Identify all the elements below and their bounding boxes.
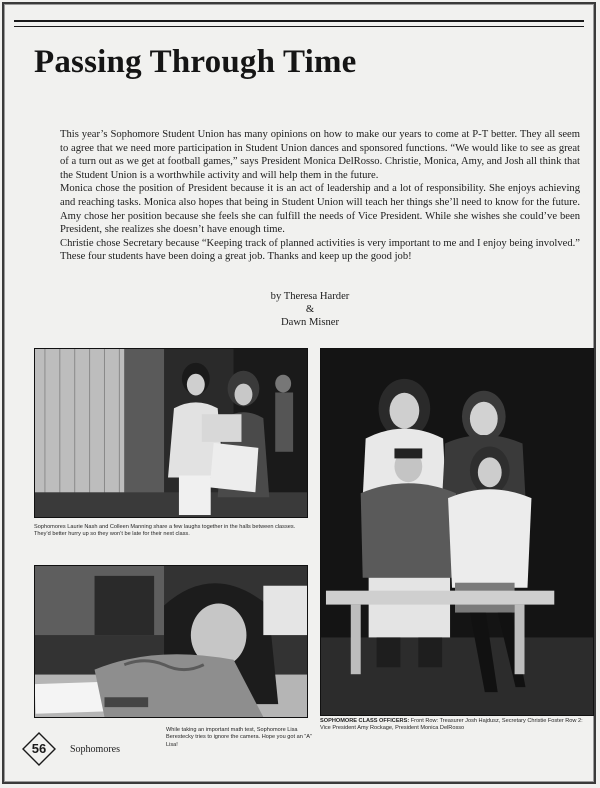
hallway-photo: [34, 348, 308, 518]
section-label: Sophomores: [70, 744, 120, 755]
class-officers-caption-label: SOPHOMORE CLASS OFFICERS:: [320, 718, 410, 724]
class-officers-photo-image: [321, 349, 593, 715]
page-title: Passing Through Time: [34, 44, 357, 80]
class-officers-caption-text: Front Row: Treasurer Josh Hajdusz, Secretary Christie Foster Row 2: Vice President Amy Rockage, President Monica DelRosso: [320, 718, 583, 732]
math-test-photo-image: [35, 566, 307, 717]
story-paragraph-1: This year’s Sophomore Student Union has many opinions on how to make our years to come at P-T better. They all seem to agree that we need more participation in Student Union dances and sponsored functions. “We would like to see as great of a turn out as we get at football games,” says President Monica DelRosso. Christie, Monica, Amy, and Josh all think that the Student Union is a worthwhile activity and will help them in the future.: [60, 129, 580, 181]
class-officers-photo: [320, 348, 594, 716]
class-officers-caption: [320, 718, 594, 733]
header-rule: [14, 20, 584, 22]
header-rule-thin: [14, 26, 584, 27]
hallway-photo-image: [35, 349, 307, 517]
byline-author-2: Dawn Misner: [281, 317, 339, 328]
story-paragraph-2: Monica chose the position of President because it is an act of leadership and a lot of responsibility. She enjoys achieving and reaching tasks. Monica also hopes that being in Student Union will teach her things she’ll need to know for the future. Amy chose her position because she feels she can fulfill the needs of Vice President. While she wishes she could’ve been President, she realizes she doesn’t have enough time.: [60, 183, 580, 236]
story-text: [60, 128, 580, 264]
hallway-caption: Sophomores Laurie Nash and Colleen Manning share a few laughs together in the halls between classes. They’d better hurry up so they won’t be late for their next class.: [34, 524, 296, 538]
math-test-caption: While taking an important math test, Sophomore Lisa Berestecky tries to ignore the camera. Hope you got an “A” Lisa!: [166, 727, 312, 748]
byline-author-1: by Theresa Harder: [270, 291, 350, 302]
math-test-photo: [34, 565, 308, 718]
page-number: 56: [31, 741, 47, 756]
byline-ampersand: &: [305, 304, 315, 315]
story-paragraph-3: Christie chose Secretary because “Keeping track of planned activities is very important to me and I enjoy being involved.” These four students have been doing a great job. Thanks and keep up the good job!: [60, 237, 580, 263]
